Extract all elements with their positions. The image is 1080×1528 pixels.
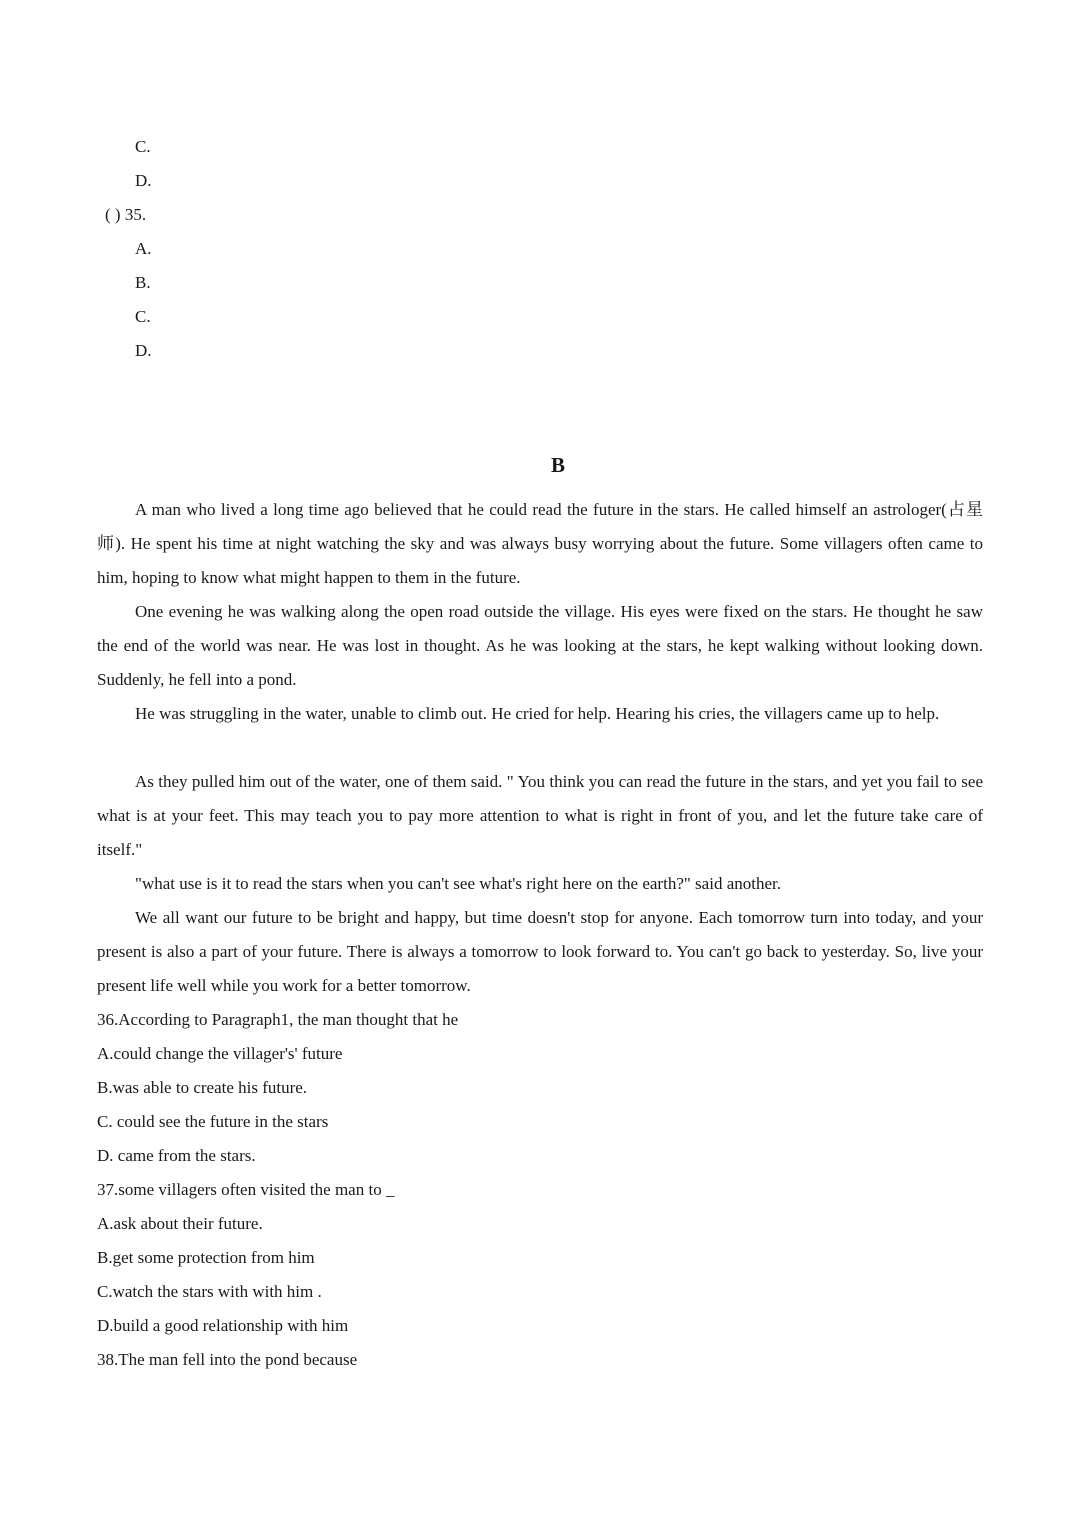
option-b-q35: B.	[135, 273, 151, 292]
question-36-stem: 36.According to Paragraph1, the man thought that he	[97, 1010, 459, 1029]
question-37-option-a: A.ask about their future.	[97, 1214, 263, 1233]
passage-paragraph-6: We all want our future to be bright and happy, but time doesn't stop for anyone. Each tomorrow turn into today, and your present is also a part of your future. There is always a tomorrow to look forward to. You can't go back to yesterday. So, live your present life well while you work for a better tomorrow.	[97, 908, 983, 995]
option-a-q35: A.	[135, 239, 152, 258]
question-36-option-d: D. came from the stars.	[97, 1146, 256, 1165]
option-d-q35: D.	[135, 341, 152, 360]
question-36-option-c: C. could see the future in the stars	[97, 1112, 329, 1131]
passage-paragraph-2: One evening he was walking along the open road outside the village. His eyes were fixed on the stars. He thought he saw the end of the world was near. He was lost in thought. As he was looking at the stars, he kept walking without looking down. Suddenly, he fell into a pond.	[97, 602, 983, 689]
option-c-q34: C.	[135, 137, 151, 156]
passage-paragraph-3: He was struggling in the water, unable to climb out. He cried for help. Hearing his cries, the villagers came up to help.	[135, 704, 940, 723]
question-37-stem: 37.some villagers often visited the man to _	[97, 1180, 395, 1199]
option-c-q35: C.	[135, 307, 151, 326]
question-37-option-b: B.get some protection from him	[97, 1248, 315, 1267]
question-36-option-b: B.was able to create his future.	[97, 1078, 308, 1097]
section-title: B	[550, 453, 565, 477]
question-38-stem: 38.The man fell into the pond because	[97, 1350, 358, 1369]
passage-paragraph-5: "what use is it to read the stars when you can't see what's right here on the earth?" said another.	[135, 874, 781, 893]
question-35-number: ( ) 35.	[105, 205, 147, 224]
passage-paragraph-4: As they pulled him out of the water, one of them said. " You think you can read the future in the stars, and yet you fail to see what is at your feet. This may teach you to pay more attention to what is right in front of you, and let the future take care of itself."	[97, 772, 983, 859]
option-d-q34: D.	[135, 171, 152, 190]
question-36-option-a: A.could change the villager's' future	[97, 1044, 343, 1063]
question-37-option-c: C.watch the stars with with him .	[97, 1282, 322, 1301]
passage-paragraph-1: A man who lived a long time ago believed that he could read the future in the stars. He called himself an astrologer(占星师). He spent his time at night watching the sky and was always busy worrying about the future. Some villagers often came to him, hoping to know what might happen to them in the future.	[97, 500, 983, 587]
question-37-option-d: D.build a good relationship with him	[97, 1316, 349, 1335]
